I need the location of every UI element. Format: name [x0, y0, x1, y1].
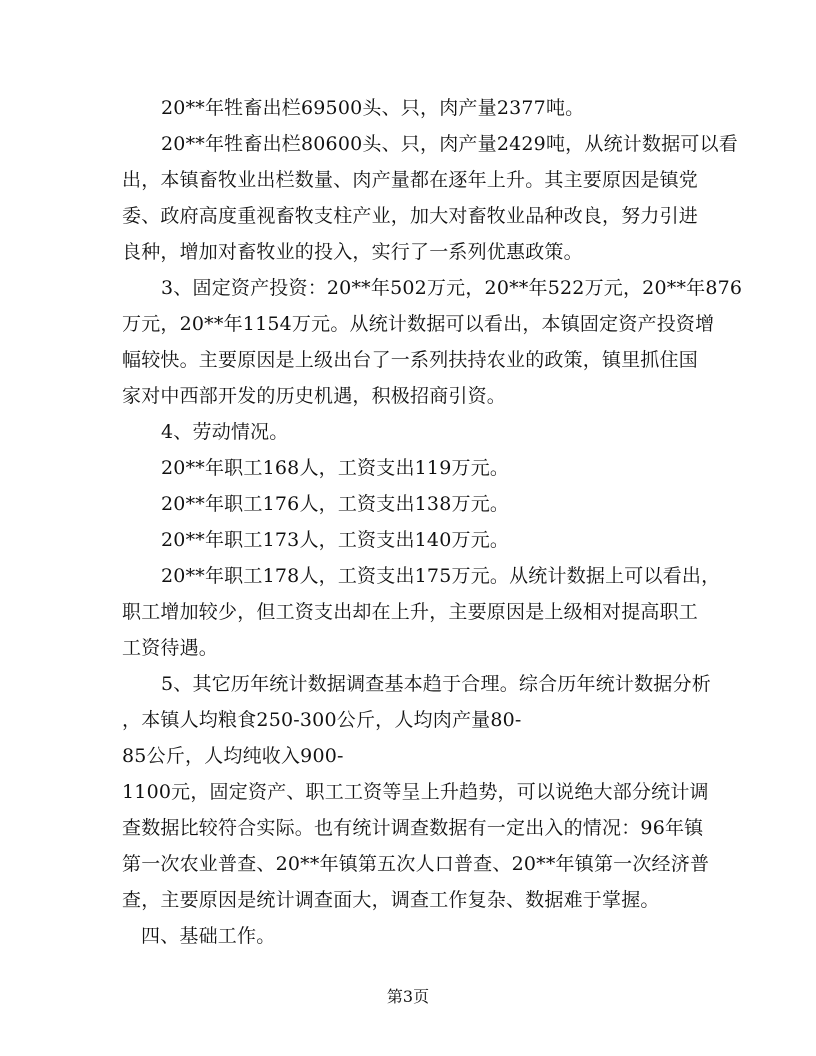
text-line: 职工增加较少，但工资支出却在上升，主要原因是上级相对提高职工: [122, 601, 699, 623]
text-line: 出，本镇畜牧业出栏数量、肉产量都在逐年上升。其主要原因是镇党: [122, 169, 699, 191]
text-line: 20**年职工173人，工资支出140万元。: [161, 529, 510, 551]
text-line: 85公斤，人均纯收入900-: [122, 745, 344, 767]
text-line: 20**年职工176人，工资支出138万元。: [161, 493, 510, 515]
text-line: 3、固定资产投资：20**年502万元，20**年522万元，20**年876: [161, 277, 743, 299]
text-line: 家对中西部开发的历史机遇，积极招商引资。: [122, 385, 507, 407]
text-line: 查数据比较符合实际。也有统计调查数据有一定出入的情况：96年镇: [122, 817, 704, 839]
text-line: 幅较快。主要原因是上级出台了一系列扶持农业的政策，镇里抓住国: [122, 349, 699, 371]
text-line: 20**年牲畜出栏80600头、只，肉产量2429吨，从统计数据可以看: [161, 133, 738, 155]
text-line: 工资待遇。: [122, 637, 219, 659]
text-line: 20**年职工168人，工资支出119万元。: [161, 457, 510, 479]
text-line: 20**年职工178人，工资支出175万元。从统计数据上可以看出，: [161, 565, 721, 587]
text-line: ，本镇人均粮食250-300公斤，人均肉产量80-: [122, 709, 522, 731]
text-line: 20**年牲畜出栏69500头、只，肉产量2377吨。: [161, 97, 585, 119]
text-line: 良种，增加对畜牧业的投入，实行了一系列优惠政策。: [122, 241, 583, 263]
text-line: 5、其它历年统计数据调查基本趋于合理。综合历年统计数据分析: [161, 673, 711, 695]
text-line: 委、政府高度重视畜牧支柱产业，加大对畜牧业品种改良，努力引进: [122, 205, 699, 227]
text-line: 查，主要原因是统计调查面大，调查工作复杂、数据难于掌握。: [122, 889, 660, 911]
section-heading: 四、基础工作。: [141, 925, 276, 947]
page-number: 第3页: [386, 987, 430, 1006]
text-line: 第一次农业普查、20**年镇第五次人口普查、20**年镇第一次经济普: [122, 853, 710, 875]
text-line: 4、劳动情况。: [161, 421, 289, 443]
text-line: 1100元，固定资产、职工工资等呈上升趋势，可以说绝大部分统计调: [122, 781, 709, 803]
text-line: 万元，20**年1154万元。从统计数据可以看出，本镇固定资产投资增: [122, 313, 715, 335]
